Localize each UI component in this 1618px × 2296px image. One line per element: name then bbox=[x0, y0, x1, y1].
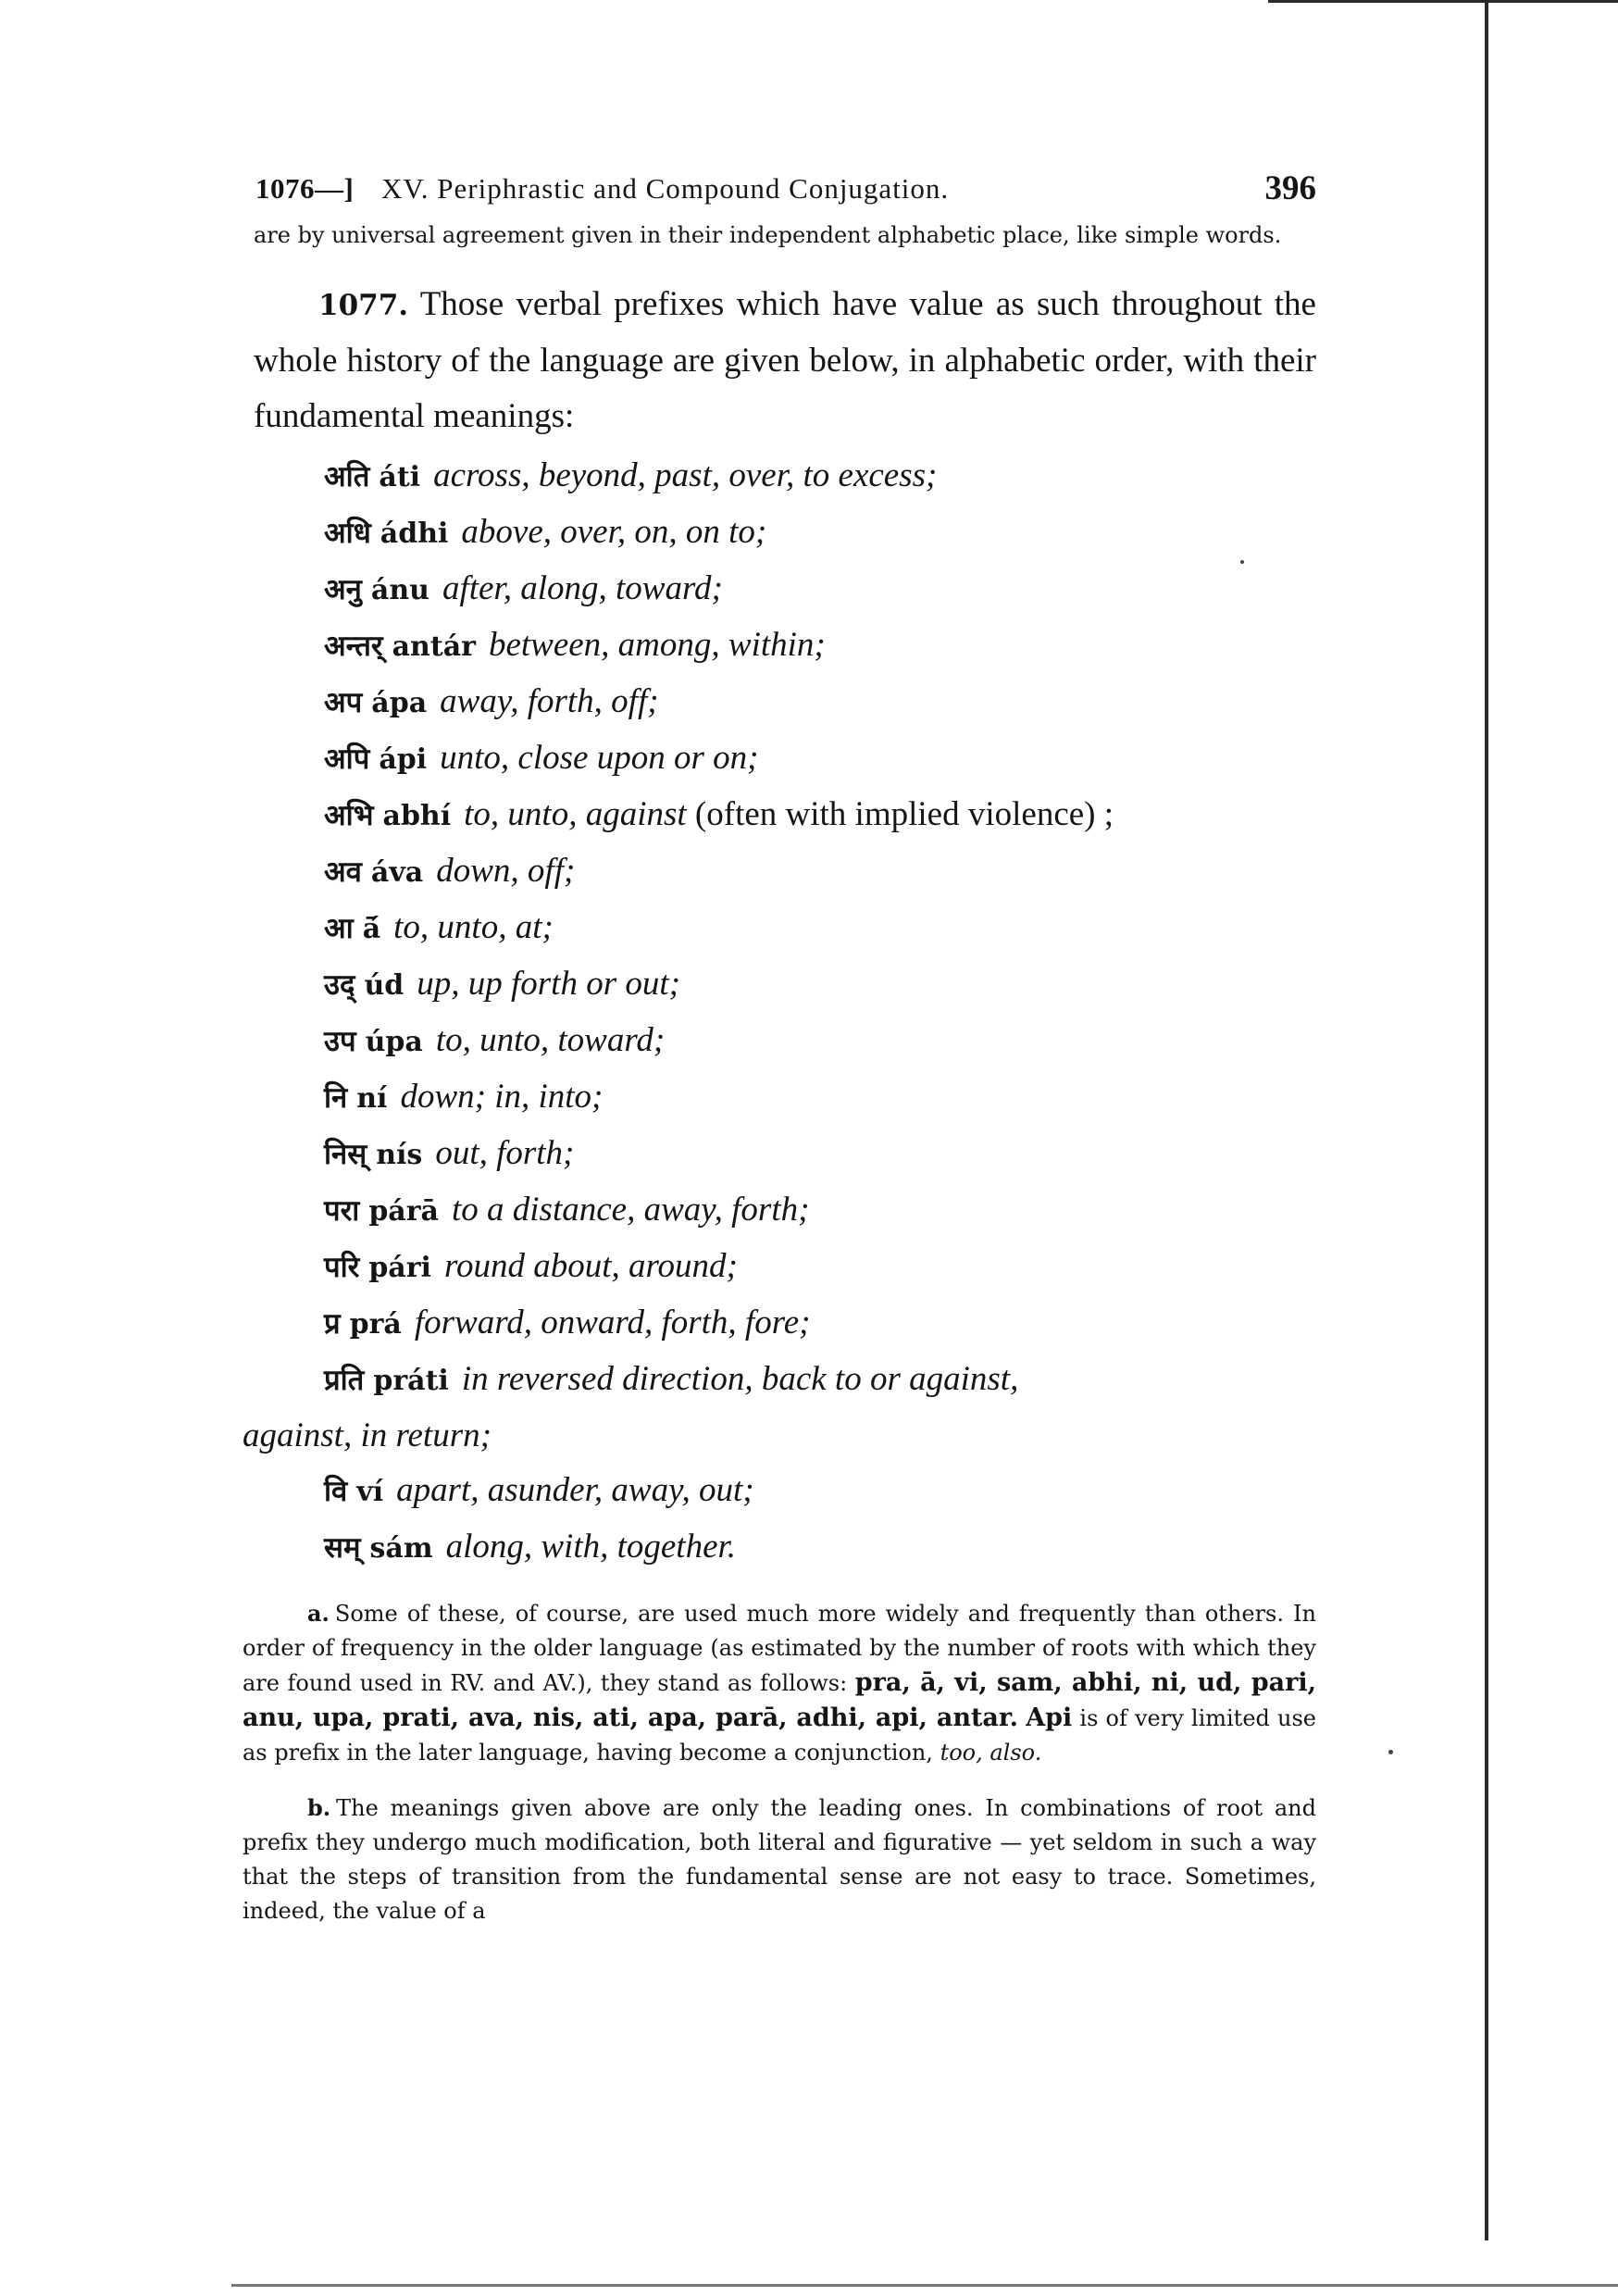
meaning: in reversed direction, back to or against, bbox=[461, 1360, 1019, 1398]
devanagari-prefix: प्रति bbox=[324, 1364, 365, 1397]
meaning: down, off; bbox=[436, 852, 576, 890]
devanagari-prefix: अति bbox=[324, 460, 370, 493]
prefix-entry bbox=[324, 1519, 1316, 1576]
devanagari-prefix: प्र bbox=[324, 1307, 341, 1341]
scan-edge-right bbox=[1485, 0, 1488, 2240]
transliteration: ápi bbox=[379, 743, 428, 776]
note-a-text-2: is of very limited use as prefix in the later language, having become a conjunction, bbox=[243, 1705, 1316, 1766]
devanagari-prefix: उप bbox=[324, 1025, 356, 1058]
devanagari-prefix: अप bbox=[324, 686, 363, 719]
transliteration: úpa bbox=[365, 1026, 423, 1058]
transliteration: ápa bbox=[371, 687, 428, 719]
prefix-entry bbox=[324, 843, 1316, 900]
prefix-entry bbox=[324, 674, 1316, 730]
note-b bbox=[243, 1791, 1316, 1928]
section-1077-paragraph bbox=[254, 277, 1316, 444]
prefix-entry bbox=[243, 1352, 1316, 1463]
prefix-entry bbox=[324, 730, 1316, 787]
section-reference: 1076—] bbox=[255, 172, 355, 205]
api-term: Api bbox=[1026, 1703, 1073, 1732]
scan-edge-top bbox=[1268, 0, 1618, 3]
prefix-entry bbox=[324, 1239, 1316, 1295]
meaning: unto, close upon or on; bbox=[440, 739, 759, 777]
meaning: forward, onward, forth, fore; bbox=[414, 1304, 811, 1341]
prefix-entry bbox=[324, 448, 1316, 505]
devanagari-prefix: परा bbox=[324, 1194, 360, 1228]
meaning: to, unto, at; bbox=[393, 908, 554, 946]
transliteration: ádhi bbox=[380, 518, 449, 550]
transliteration: antár bbox=[392, 630, 476, 663]
chapter-title bbox=[381, 172, 949, 206]
transliteration: párā bbox=[368, 1195, 439, 1228]
meaning: along, with, together. bbox=[445, 1528, 737, 1566]
section-text: Those verbal prefixes which have value as such throughout the whole history of the language are given below, in alphabetic order, with their fundamental meanings: bbox=[254, 285, 1316, 435]
devanagari-prefix: अपि bbox=[324, 742, 370, 776]
api-gloss: too, also. bbox=[940, 1740, 1042, 1766]
meaning: away, forth, off; bbox=[440, 682, 659, 720]
prefix-entry bbox=[324, 505, 1316, 561]
prefix-entry bbox=[324, 787, 1316, 843]
transliteration: áva bbox=[370, 856, 424, 889]
frequency-list: pra, ā, vi, sam, abhi, ni, ud, pari, anu, upa, prati, ava, nis, ati, apa, parā, adhi, api, antar. bbox=[243, 1668, 1316, 1732]
devanagari-prefix: आ bbox=[324, 912, 354, 945]
meaning: round about, around; bbox=[443, 1247, 738, 1285]
chapter-title-text: XV. Periphrastic and Compound Conjugation. bbox=[381, 172, 950, 205]
devanagari-prefix: अन्तर् bbox=[324, 630, 383, 663]
prefix-entry bbox=[324, 956, 1316, 1013]
transliteration: prá bbox=[349, 1308, 402, 1341]
intro-paragraph: are by universal agreement given in their independent alphabetic place, like simple words. bbox=[254, 222, 1282, 248]
prefix-list bbox=[243, 448, 1316, 1576]
note-b-text: The meanings given above are only the leading ones. In combinations of root and prefix they undergo much modification, both literal and figurative — yet seldom in such a way that the steps of transition from the fundamental sense are not easy to trace. Sometimes, indeed, the value of a bbox=[243, 1795, 1316, 1924]
note-label: b. bbox=[307, 1794, 331, 1821]
devanagari-prefix: अभि bbox=[324, 799, 374, 832]
devanagari-prefix: उद् bbox=[324, 968, 355, 1002]
note-a bbox=[243, 1596, 1316, 1770]
prefix-entry bbox=[324, 1126, 1316, 1182]
meaning-note: (often with implied violence) ; bbox=[694, 795, 1114, 833]
note-label: a. bbox=[307, 1600, 330, 1627]
meaning: out, forth; bbox=[435, 1134, 575, 1172]
devanagari-prefix: परि bbox=[324, 1251, 360, 1284]
meaning: to, unto, toward; bbox=[435, 1021, 666, 1059]
meaning: after, along, toward; bbox=[442, 569, 723, 607]
devanagari-prefix: अव bbox=[324, 855, 362, 889]
prefix-entry bbox=[324, 618, 1316, 674]
transliteration: práti bbox=[373, 1365, 449, 1397]
meaning: apart, asunder, away, out; bbox=[396, 1471, 754, 1509]
scan-speck bbox=[1388, 1750, 1393, 1754]
section-number: 1077. bbox=[318, 289, 409, 322]
devanagari-prefix: निस् bbox=[324, 1138, 367, 1171]
meaning: up, up forth or out; bbox=[417, 965, 680, 1003]
transliteration: abhí bbox=[382, 800, 452, 832]
transliteration: nís bbox=[376, 1139, 423, 1171]
meaning: above, over, on, on to; bbox=[461, 513, 767, 551]
devanagari-prefix: सम् bbox=[324, 1531, 361, 1565]
prefix-entry bbox=[324, 900, 1316, 956]
meaning: down; in, into; bbox=[400, 1078, 604, 1116]
transliteration: ví bbox=[356, 1476, 384, 1508]
meaning-continuation: against, in return; bbox=[243, 1416, 492, 1454]
prefix-entry bbox=[324, 561, 1316, 618]
transliteration: ní bbox=[356, 1082, 388, 1115]
scan-edge-bottom bbox=[231, 2284, 1618, 2287]
page-number: 396 bbox=[1264, 169, 1316, 207]
transliteration: áti bbox=[379, 461, 421, 493]
transliteration: ā́ bbox=[362, 913, 381, 945]
devanagari-prefix: अधि bbox=[324, 517, 371, 550]
prefix-entry bbox=[324, 1069, 1316, 1126]
prefix-entry bbox=[324, 1463, 1316, 1519]
devanagari-prefix: वि bbox=[324, 1475, 348, 1508]
prefix-entry bbox=[324, 1295, 1316, 1352]
meaning: to, unto, against bbox=[464, 795, 687, 833]
meaning: across, beyond, past, over, to excess; bbox=[433, 456, 938, 494]
prefix-entry bbox=[324, 1182, 1316, 1239]
prefix-entry bbox=[324, 1013, 1316, 1069]
page bbox=[243, 167, 1316, 1928]
note-a-text-1: Some of these, of course, are used much more widely and frequently than others. In order of frequency in the older language (as estimated by the number of roots with which they are found used in RV. and AV.), they stand as follows: bbox=[243, 1601, 1316, 1696]
transliteration: ánu bbox=[370, 574, 429, 606]
transliteration: úd bbox=[364, 969, 404, 1002]
transliteration: sám bbox=[369, 1532, 433, 1565]
meaning: between, among, within; bbox=[488, 626, 826, 664]
transliteration: pári bbox=[368, 1252, 431, 1284]
devanagari-prefix: नि bbox=[324, 1081, 348, 1115]
running-head bbox=[243, 167, 1316, 218]
devanagari-prefix: अनु bbox=[324, 573, 362, 606]
meaning: to a distance, away, forth; bbox=[452, 1191, 810, 1229]
